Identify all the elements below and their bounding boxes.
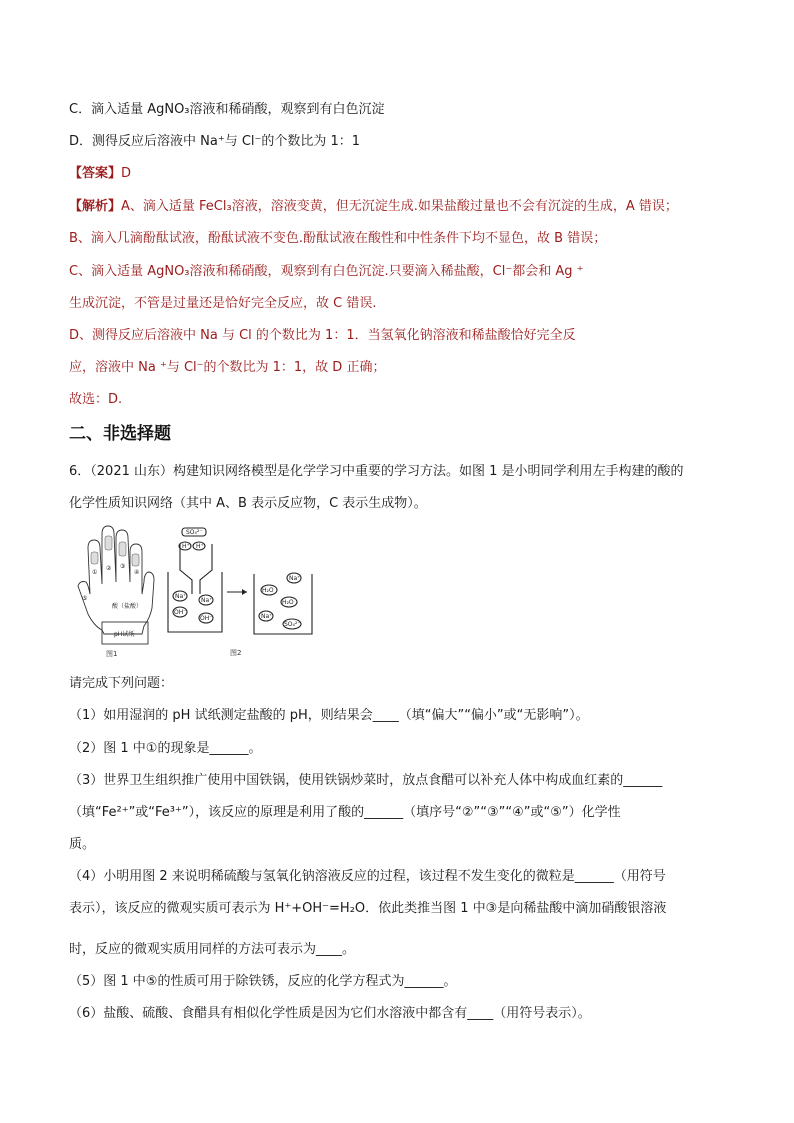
ion-top-2: H⁺ [182, 543, 190, 550]
figure-2-caption: 图2 [230, 649, 242, 657]
prompt: 请完成下列问题： [69, 676, 174, 691]
ion-left-3: OH⁻ [174, 609, 187, 616]
option-d: D．测得反应后溶液中 Na⁺与 Cl⁻的个数比为 1：1 [69, 134, 361, 149]
ion-top-1: SO₄²⁻ [186, 529, 203, 536]
hand-markers [82, 563, 139, 602]
svg-text:⑤: ⑤ [82, 595, 88, 602]
analysis-line-2: B、滴入几滴酚酞试液，酚酞试液不变色.酚酞试液在酸性和中性条件下均不显色，故 B 错误； [69, 231, 607, 246]
ion-left-2: Na⁺ [201, 597, 213, 604]
analysis-line-3: C、滴入适量 AgNO₃溶液和稀硝酸，观察到有白色沉淀.只要滴入稀盐酸，Cl⁻都会和 Ag ⁺ [69, 264, 584, 279]
answer-tag: 【答案】 [69, 166, 122, 181]
ion-right-1: Na⁺ [289, 575, 301, 582]
sub-question-2: （2）图 1 中①的现象是______。 [69, 741, 262, 756]
question-6-line-2: 化学性质知识网络（其中 A、B 表示反应物，C 表示生成物）。 [69, 496, 427, 511]
figure-1-hand [72, 522, 332, 662]
sub-question-6: （6）盐酸、硫酸、食醋具有相似化学性质是因为它们水溶液中都含有____（用符号表示）。 [69, 1006, 591, 1021]
sub-question-3-line-2: （填“Fe²⁺”或“Fe³⁺”），该反应的原理是利用了酸的______（填序号“②”“③”“④”或“⑤”）化学性 [69, 805, 621, 820]
ion-right-5: SO₄²⁻ [284, 621, 301, 628]
analysis-line-6: 应，溶液中 Na ⁺与 Cl⁻的个数比为 1：1，故 D 正确； [69, 360, 386, 375]
analysis-line-7: 故选：D. [69, 392, 123, 407]
sub-question-4-line-3: 时，反应的微观实质用同样的方法可表示为____。 [69, 942, 356, 957]
ion-right-2: H₂O [262, 587, 274, 594]
section-title: 二、非选择题 [69, 424, 171, 444]
ion-left-4: OH⁻ [200, 615, 213, 622]
svg-text:①: ① [92, 569, 98, 576]
sub-question-3-line-3: 质。 [69, 837, 96, 852]
ion-top-3: H⁺ [196, 543, 204, 550]
ion-right-4: Na⁺ [261, 613, 273, 620]
sub-question-3-line-1: （3）世界卫生组织推广使用中国铁锅，使用铁锅炒菜时，放点食醋可以补充人体中构成血红素的______ [69, 773, 663, 788]
svg-text:③: ③ [120, 563, 126, 570]
question-figure [72, 522, 332, 662]
option-c: C．滴入适量 AgNO₃溶液和稀硝酸，观察到有白色沉淀 [69, 102, 385, 117]
svg-text:④: ④ [134, 569, 140, 576]
sub-question-5: （5）图 1 中⑤的性质可用于除铁锈，反应的化学方程式为______。 [69, 974, 457, 989]
analysis-text: A、滴入适量 FeCl₃溶液，溶液变黄，但无沉淀生成.如果盐酸过量也不会有沉淀的生成，A 错误； [121, 199, 678, 214]
ion-right-3: H₂O [282, 599, 294, 606]
figure-1-caption: 图1 [106, 650, 118, 658]
analysis-line-5: D、测得反应后溶液中 Na 与 Cl 的个数比为 1：1．当氢氧化钠溶液和稀盐酸恰好完全反 [69, 328, 576, 343]
palm-label: 酸（盐酸） [112, 603, 143, 610]
analysis-tag: 【解析】 [69, 199, 122, 214]
sub-question-4-line-1: （4）小明用图 2 来说明稀硫酸与氢氧化钠溶液反应的过程，该过程不发生变化的微粒是______（用符号 [69, 869, 666, 884]
wrist-label: pH试纸 [114, 631, 135, 638]
answer-value: D [121, 166, 132, 181]
analysis-line-4: 生成沉淀，不管是过量还是恰好完全反应，故 C 错误. [69, 296, 377, 311]
analysis-line-1 [69, 198, 678, 216]
question-6-line-1: 6．（2021 山东）构建知识网络模型是化学学习中重要的学习方法。如图 1 是小明同学利用左手构建的酸的 [69, 464, 684, 479]
sub-question-1: （1）如用湿润的 pH 试纸测定盐酸的 pH，则结果会____（填“偏大”“偏小”或“无影响”）。 [69, 708, 589, 723]
answer-line [69, 165, 131, 183]
ion-left-1: Na⁺ [175, 593, 187, 600]
svg-text:②: ② [106, 565, 112, 572]
sub-question-4-line-2: 表示），该反应的微观实质可表示为 H⁺+OH⁻=H₂O．依此类推当图 1 中③是向稀盐酸中滴加硝酸银溶液 [69, 901, 667, 916]
